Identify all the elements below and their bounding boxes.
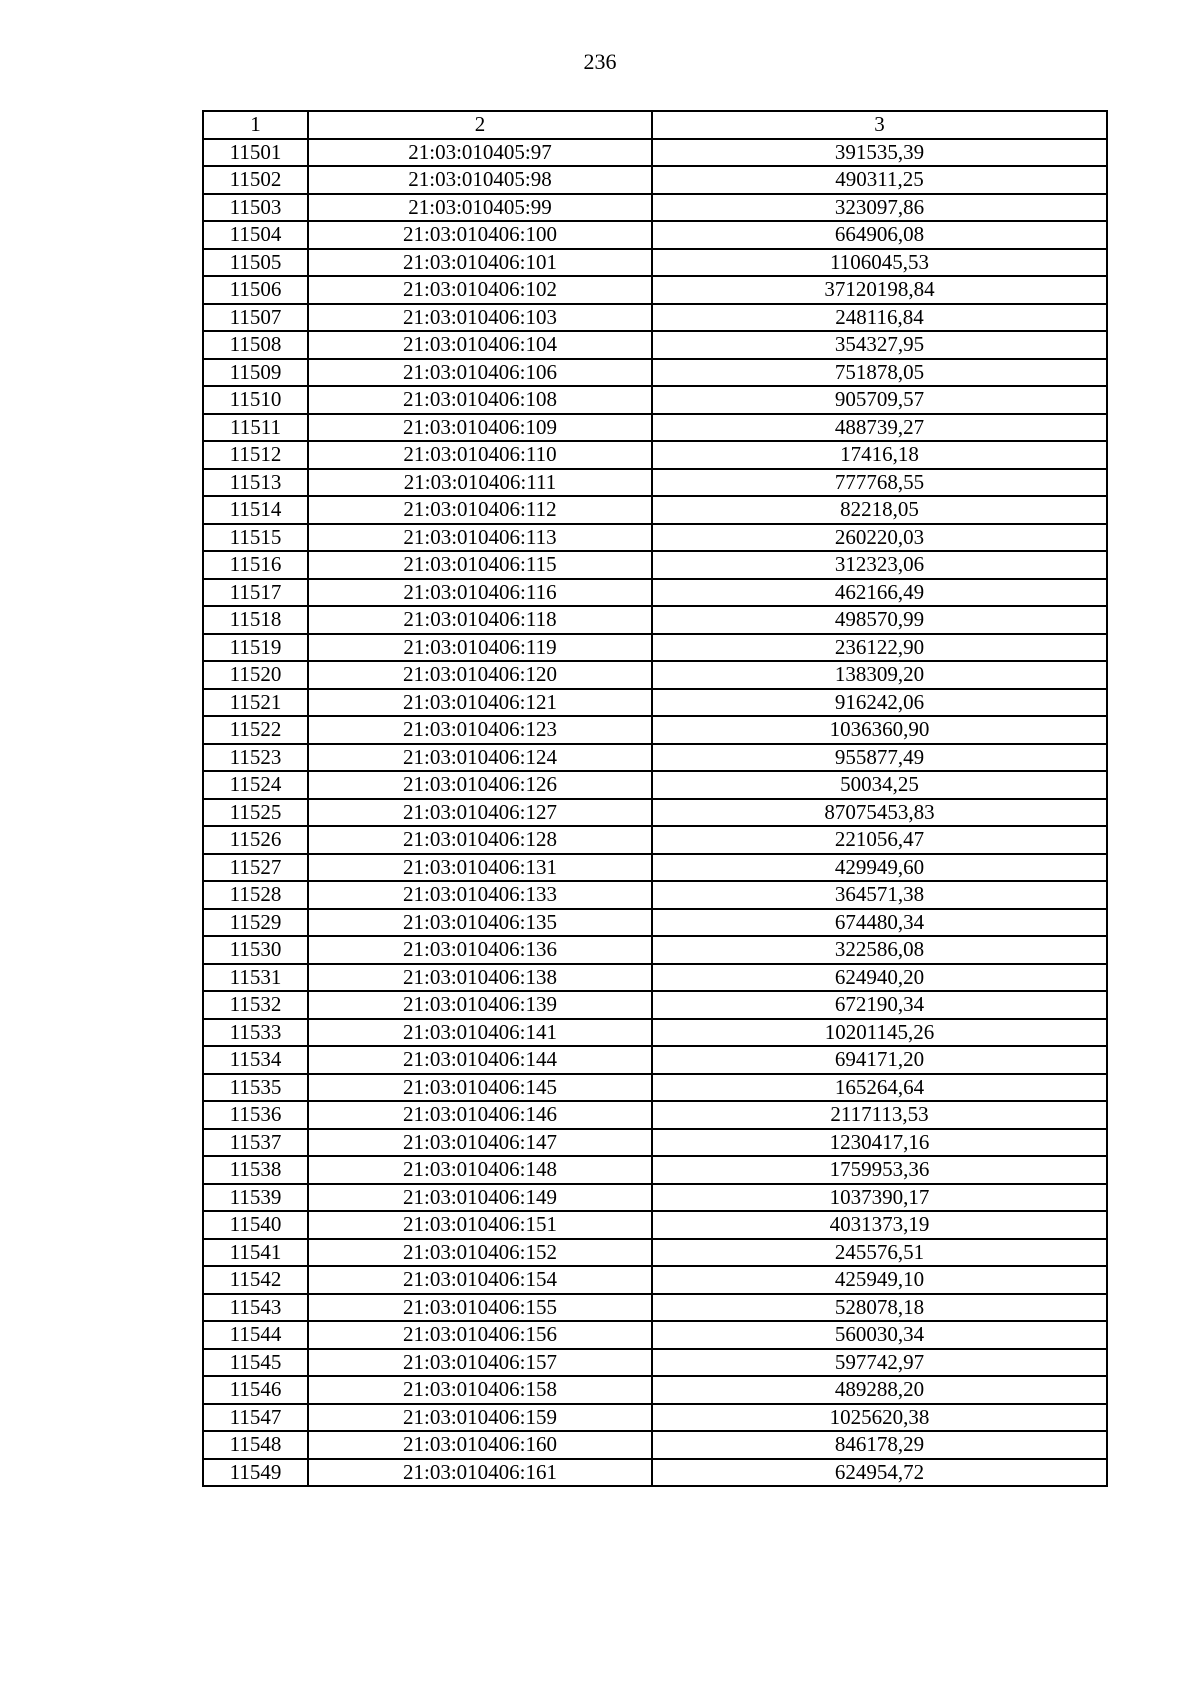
cadastral-number-cell: 21:03:010406:120: [308, 661, 652, 689]
cadastral-value-cell: 10201145,26: [652, 1019, 1107, 1047]
cadastral-number-cell: 21:03:010406:104: [308, 331, 652, 359]
cadastral-value-cell: 560030,34: [652, 1321, 1107, 1349]
cadastral-number-cell: 21:03:010406:101: [308, 249, 652, 277]
cadastral-number-cell: 21:03:010406:151: [308, 1211, 652, 1239]
table-row: [203, 524, 1107, 552]
row-number-cell: 11519: [203, 634, 308, 662]
cadastral-number-cell: 21:03:010406:127: [308, 799, 652, 827]
row-number-cell: 11546: [203, 1376, 308, 1404]
cadastral-number-cell: 21:03:010406:106: [308, 359, 652, 387]
table-row: [203, 496, 1107, 524]
table-row: [203, 1404, 1107, 1432]
cadastral-number-cell: 21:03:010406:156: [308, 1321, 652, 1349]
page-number: 236: [583, 49, 617, 74]
row-number-cell: 11517: [203, 579, 308, 607]
row-number-cell: 11535: [203, 1074, 308, 1102]
row-number-cell: 11523: [203, 744, 308, 772]
cadastral-value-cell: 672190,34: [652, 991, 1107, 1019]
table-row: [203, 276, 1107, 304]
row-number-cell: 11549: [203, 1459, 308, 1487]
table-row: [203, 1019, 1107, 1047]
cadastral-number-cell: 21:03:010405:99: [308, 194, 652, 222]
cadastral-number-cell: 21:03:010406:123: [308, 716, 652, 744]
cadastral-number-cell: 21:03:010406:139: [308, 991, 652, 1019]
row-number-cell: 11503: [203, 194, 308, 222]
row-number-cell: 11521: [203, 689, 308, 717]
table-row: [203, 221, 1107, 249]
cadastral-number-cell: 21:03:010406:161: [308, 1459, 652, 1487]
table-row: [203, 881, 1107, 909]
cadastral-value-cell: 777768,55: [652, 469, 1107, 497]
row-number-cell: 11526: [203, 826, 308, 854]
row-number-cell: 11509: [203, 359, 308, 387]
cadastral-number-cell: 21:03:010406:152: [308, 1239, 652, 1267]
cadastral-value-cell: 846178,29: [652, 1431, 1107, 1459]
cadastral-value-cell: 323097,86: [652, 194, 1107, 222]
cadastral-number-cell: 21:03:010406:147: [308, 1129, 652, 1157]
table-header: [203, 111, 1107, 139]
cadastral-value-cell: 624954,72: [652, 1459, 1107, 1487]
cadastral-number-cell: 21:03:010406:111: [308, 469, 652, 497]
table-row: [203, 826, 1107, 854]
table-row: [203, 551, 1107, 579]
row-number-cell: 11511: [203, 414, 308, 442]
cadastral-number-cell: 21:03:010406:131: [308, 854, 652, 882]
cadastral-value-cell: 489288,20: [652, 1376, 1107, 1404]
cadastral-number-cell: 21:03:010406:108: [308, 386, 652, 414]
cadastral-value-cell: 624940,20: [652, 964, 1107, 992]
cadastral-value-cell: 528078,18: [652, 1294, 1107, 1322]
cadastral-value-cell: 1025620,38: [652, 1404, 1107, 1432]
cadastral-number-cell: 21:03:010406:138: [308, 964, 652, 992]
cadastral-number-cell: 21:03:010406:135: [308, 909, 652, 937]
cadastral-number-cell: 21:03:010406:118: [308, 606, 652, 634]
cadastral-number-cell: 21:03:010406:124: [308, 744, 652, 772]
header-row: [203, 111, 1107, 139]
cadastral-number-cell: 21:03:010406:133: [308, 881, 652, 909]
table-row: [203, 1459, 1107, 1487]
table-row: [203, 304, 1107, 332]
cadastral-value-cell: 17416,18: [652, 441, 1107, 469]
cadastral-value-cell: 1106045,53: [652, 249, 1107, 277]
row-number-cell: 11536: [203, 1101, 308, 1129]
cadastral-number-cell: 21:03:010406:112: [308, 496, 652, 524]
cadastral-number-cell: 21:03:010406:160: [308, 1431, 652, 1459]
cadastral-value-cell: 138309,20: [652, 661, 1107, 689]
row-number-cell: 11540: [203, 1211, 308, 1239]
row-number-cell: 11515: [203, 524, 308, 552]
cadastral-value-cell: 916242,06: [652, 689, 1107, 717]
cadastral-value-cell: 236122,90: [652, 634, 1107, 662]
cadastral-number-cell: 21:03:010405:98: [308, 166, 652, 194]
row-number-cell: 11527: [203, 854, 308, 882]
cadastral-number-cell: 21:03:010406:155: [308, 1294, 652, 1322]
cadastral-value-cell: 312323,06: [652, 551, 1107, 579]
row-number-cell: 11539: [203, 1184, 308, 1212]
cadastral-value-cell: 50034,25: [652, 771, 1107, 799]
table-row: [203, 991, 1107, 1019]
row-number-cell: 11502: [203, 166, 308, 194]
cadastral-value-cell: 221056,47: [652, 826, 1107, 854]
cadastral-number-cell: 21:03:010406:119: [308, 634, 652, 662]
cadastral-value-cell: 391535,39: [652, 139, 1107, 167]
table-row: [203, 689, 1107, 717]
table-row: [203, 249, 1107, 277]
row-number-cell: 11504: [203, 221, 308, 249]
row-number-cell: 11530: [203, 936, 308, 964]
cadastral-number-cell: 21:03:010406:154: [308, 1266, 652, 1294]
table-row: [203, 854, 1107, 882]
cadastral-number-cell: 21:03:010405:97: [308, 139, 652, 167]
cadastral-value-cell: 694171,20: [652, 1046, 1107, 1074]
cadastral-value-cell: 1759953,36: [652, 1156, 1107, 1184]
row-number-cell: 11525: [203, 799, 308, 827]
table-row: [203, 386, 1107, 414]
cadastral-value-cell: 905709,57: [652, 386, 1107, 414]
cadastral-number-cell: 21:03:010406:149: [308, 1184, 652, 1212]
table-row: [203, 1211, 1107, 1239]
header-col-3: 3: [652, 111, 1107, 139]
cadastral-value-cell: 245576,51: [652, 1239, 1107, 1267]
table-body: [203, 139, 1107, 1487]
cadastral-number-cell: 21:03:010406:148: [308, 1156, 652, 1184]
row-number-cell: 11547: [203, 1404, 308, 1432]
cadastral-value-cell: 1230417,16: [652, 1129, 1107, 1157]
cadastral-value-cell: 82218,05: [652, 496, 1107, 524]
table-row: [203, 1349, 1107, 1377]
table-row: [203, 634, 1107, 662]
cadastral-number-cell: 21:03:010406:115: [308, 551, 652, 579]
row-number-cell: 11529: [203, 909, 308, 937]
cadastral-number-cell: 21:03:010406:116: [308, 579, 652, 607]
cadastral-value-cell: 364571,38: [652, 881, 1107, 909]
table-row: [203, 331, 1107, 359]
table-row: [203, 166, 1107, 194]
row-number-cell: 11543: [203, 1294, 308, 1322]
cadastral-value-cell: 1037390,17: [652, 1184, 1107, 1212]
cadastral-number-cell: 21:03:010406:136: [308, 936, 652, 964]
cadastral-number-cell: 21:03:010406:159: [308, 1404, 652, 1432]
row-number-cell: 11532: [203, 991, 308, 1019]
row-number-cell: 11506: [203, 276, 308, 304]
cadastral-value-cell: 425949,10: [652, 1266, 1107, 1294]
table-row: [203, 1376, 1107, 1404]
table-row: [203, 1156, 1107, 1184]
cadastral-number-cell: 21:03:010406:128: [308, 826, 652, 854]
row-number-cell: 11524: [203, 771, 308, 799]
row-number-cell: 11514: [203, 496, 308, 524]
row-number-cell: 11507: [203, 304, 308, 332]
cadastral-value-cell: 597742,97: [652, 1349, 1107, 1377]
header-col-2: 2: [308, 111, 652, 139]
row-number-cell: 11508: [203, 331, 308, 359]
row-number-cell: 11505: [203, 249, 308, 277]
cadastral-number-cell: 21:03:010406:102: [308, 276, 652, 304]
cadastral-number-cell: 21:03:010406:100: [308, 221, 652, 249]
row-number-cell: 11531: [203, 964, 308, 992]
cadastral-number-cell: 21:03:010406:158: [308, 1376, 652, 1404]
cadastral-value-cell: 248116,84: [652, 304, 1107, 332]
table-row: [203, 744, 1107, 772]
table-row: [203, 1129, 1107, 1157]
table-row: [203, 1239, 1107, 1267]
cadastral-value-table: [202, 110, 1108, 1487]
row-number-cell: 11510: [203, 386, 308, 414]
cadastral-value-cell: 37120198,84: [652, 276, 1107, 304]
row-number-cell: 11513: [203, 469, 308, 497]
row-number-cell: 11542: [203, 1266, 308, 1294]
table-row: [203, 1431, 1107, 1459]
cadastral-value-cell: 498570,99: [652, 606, 1107, 634]
cadastral-value-cell: 354327,95: [652, 331, 1107, 359]
cadastral-value-cell: 87075453,83: [652, 799, 1107, 827]
cadastral-number-cell: 21:03:010406:144: [308, 1046, 652, 1074]
cadastral-value-cell: 165264,64: [652, 1074, 1107, 1102]
cadastral-value-cell: 1036360,90: [652, 716, 1107, 744]
row-number-cell: 11522: [203, 716, 308, 744]
cadastral-value-cell: 322586,08: [652, 936, 1107, 964]
row-number-cell: 11545: [203, 1349, 308, 1377]
row-number-cell: 11534: [203, 1046, 308, 1074]
table-row: [203, 1266, 1107, 1294]
cadastral-number-cell: 21:03:010406:141: [308, 1019, 652, 1047]
table-row: [203, 964, 1107, 992]
table-row: [203, 1184, 1107, 1212]
row-number-cell: 11548: [203, 1431, 308, 1459]
table-row: [203, 1101, 1107, 1129]
cadastral-number-cell: 21:03:010406:145: [308, 1074, 652, 1102]
cadastral-number-cell: 21:03:010406:121: [308, 689, 652, 717]
table-row: [203, 716, 1107, 744]
row-number-cell: 11528: [203, 881, 308, 909]
table-row: [203, 469, 1107, 497]
row-number-cell: 11518: [203, 606, 308, 634]
cadastral-value-cell: 462166,49: [652, 579, 1107, 607]
row-number-cell: 11533: [203, 1019, 308, 1047]
cadastral-value-cell: 260220,03: [652, 524, 1107, 552]
table-row: [203, 799, 1107, 827]
table-row: [203, 771, 1107, 799]
table-row: [203, 661, 1107, 689]
cadastral-number-cell: 21:03:010406:126: [308, 771, 652, 799]
cadastral-number-cell: 21:03:010406:146: [308, 1101, 652, 1129]
table-row: [203, 441, 1107, 469]
table-row: [203, 139, 1107, 167]
cadastral-value-cell: 955877,49: [652, 744, 1107, 772]
table-row: [203, 1294, 1107, 1322]
cadastral-number-cell: 21:03:010406:110: [308, 441, 652, 469]
row-number-cell: 11544: [203, 1321, 308, 1349]
table-row: [203, 359, 1107, 387]
row-number-cell: 11501: [203, 139, 308, 167]
cadastral-number-cell: 21:03:010406:113: [308, 524, 652, 552]
table-row: [203, 1074, 1107, 1102]
row-number-cell: 11541: [203, 1239, 308, 1267]
cadastral-value-cell: 490311,25: [652, 166, 1107, 194]
table-row: [203, 1046, 1107, 1074]
table-row: [203, 909, 1107, 937]
cadastral-value-cell: 751878,05: [652, 359, 1107, 387]
cadastral-value-cell: 488739,27: [652, 414, 1107, 442]
cadastral-value-cell: 674480,34: [652, 909, 1107, 937]
table-row: [203, 579, 1107, 607]
row-number-cell: 11516: [203, 551, 308, 579]
cadastral-number-cell: 21:03:010406:103: [308, 304, 652, 332]
table-row: [203, 606, 1107, 634]
table-row: [203, 414, 1107, 442]
cadastral-value-cell: 2117113,53: [652, 1101, 1107, 1129]
cadastral-value-cell: 664906,08: [652, 221, 1107, 249]
row-number-cell: 11538: [203, 1156, 308, 1184]
row-number-cell: 11537: [203, 1129, 308, 1157]
cadastral-value-cell: 4031373,19: [652, 1211, 1107, 1239]
header-col-1: 1: [203, 111, 308, 139]
table-row: [203, 194, 1107, 222]
cadastral-number-cell: 21:03:010406:157: [308, 1349, 652, 1377]
cadastral-value-cell: 429949,60: [652, 854, 1107, 882]
table-row: [203, 1321, 1107, 1349]
row-number-cell: 11520: [203, 661, 308, 689]
row-number-cell: 11512: [203, 441, 308, 469]
table-row: [203, 936, 1107, 964]
cadastral-number-cell: 21:03:010406:109: [308, 414, 652, 442]
